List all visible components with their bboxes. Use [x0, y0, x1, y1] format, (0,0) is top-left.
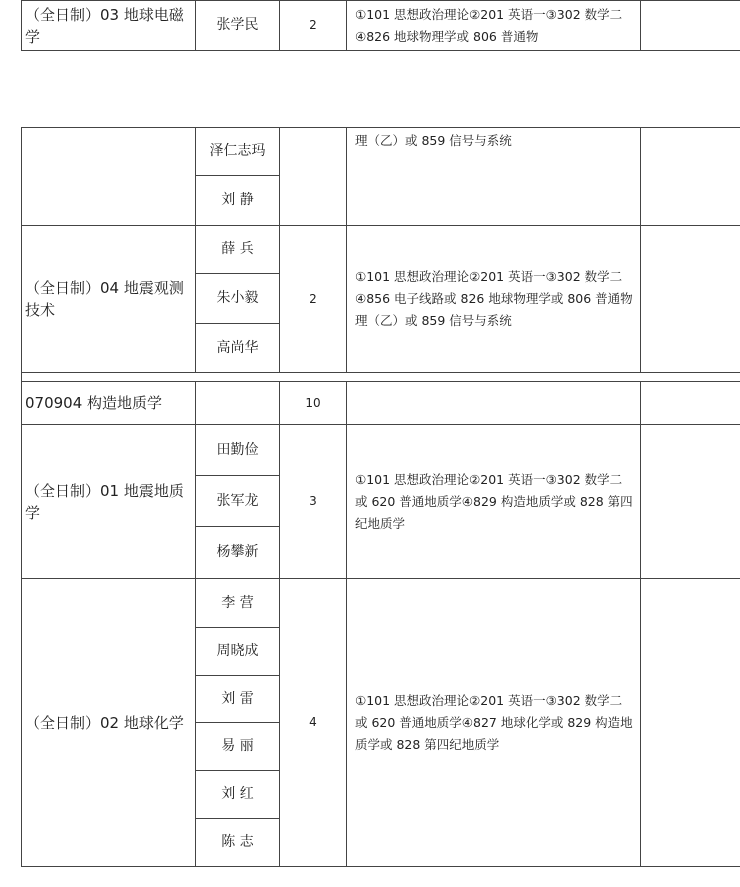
major-name: 070904 构造地质学	[22, 382, 196, 425]
exam-subjects: ①101 思想政治理论②201 英语一③302 数学二或 620 普通地质学④829 构造地质学或 828 第四纪地质学	[347, 425, 641, 579]
tutor-name: 刘 雷	[196, 676, 280, 723]
program-name: （全日制）03 地球电磁学	[22, 1, 196, 51]
program-name: （全日制）02 地球化学	[22, 579, 196, 867]
major-row	[22, 382, 740, 425]
remark-cell	[641, 1, 740, 51]
tutor-name: 张学民	[196, 1, 280, 51]
enroll-count: 2	[280, 1, 347, 51]
tutor-name: 刘 静	[196, 176, 280, 226]
remark-cell	[641, 226, 740, 373]
enroll-count: 10	[280, 382, 347, 425]
table-row	[22, 128, 740, 176]
exam-subjects: ①101 思想政治理论②201 英语一③302 数学二或 620 普通地质学④827 地球化学或 829 构造地质学或 828 第四纪地质学	[347, 579, 641, 867]
remark-cell	[641, 579, 740, 867]
exam-subjects	[347, 382, 641, 425]
table-row	[22, 579, 740, 628]
table-row	[22, 425, 740, 476]
exam-subjects: ①101 思想政治理论②201 英语一③302 数学二④856 电子线路或 826 地球物理学或 806 普通物理（乙）或 859 信号与系统	[347, 226, 641, 373]
table-row	[22, 226, 740, 274]
separator-cell	[22, 373, 740, 382]
enroll-count	[280, 128, 347, 226]
main-table	[21, 127, 740, 867]
table-row	[22, 1, 740, 51]
remark-cell	[641, 128, 740, 226]
remark-cell	[641, 382, 740, 425]
tutor-name	[196, 382, 280, 425]
tutor-name: 田勤俭	[196, 425, 280, 476]
program-name	[22, 128, 196, 226]
enroll-count: 3	[280, 425, 347, 579]
tutor-name: 薛 兵	[196, 226, 280, 274]
top-table	[21, 0, 740, 51]
program-name: （全日制）04 地震观测技术	[22, 226, 196, 373]
tutor-name: 易 丽	[196, 723, 280, 771]
tutor-name: 泽仁志玛	[196, 128, 280, 176]
tutor-name: 高尚华	[196, 324, 280, 373]
exam-subjects: 理（乙）或 859 信号与系统	[347, 128, 641, 226]
tutor-name: 张军龙	[196, 476, 280, 527]
tutor-name: 陈 志	[196, 819, 280, 867]
enroll-count: 4	[280, 579, 347, 867]
tutor-name: 杨攀新	[196, 527, 280, 579]
exam-subjects: ①101 思想政治理论②201 英语一③302 数学二④826 地球物理学或 806 普通物	[347, 1, 641, 51]
separator-row	[22, 373, 740, 382]
program-name: （全日制）01 地震地质学	[22, 425, 196, 579]
remark-cell	[641, 425, 740, 579]
tutor-name: 刘 红	[196, 771, 280, 819]
enroll-count: 2	[280, 226, 347, 373]
tutor-name: 朱小毅	[196, 274, 280, 324]
tutor-name: 李 营	[196, 579, 280, 628]
tutor-name: 周晓成	[196, 628, 280, 676]
